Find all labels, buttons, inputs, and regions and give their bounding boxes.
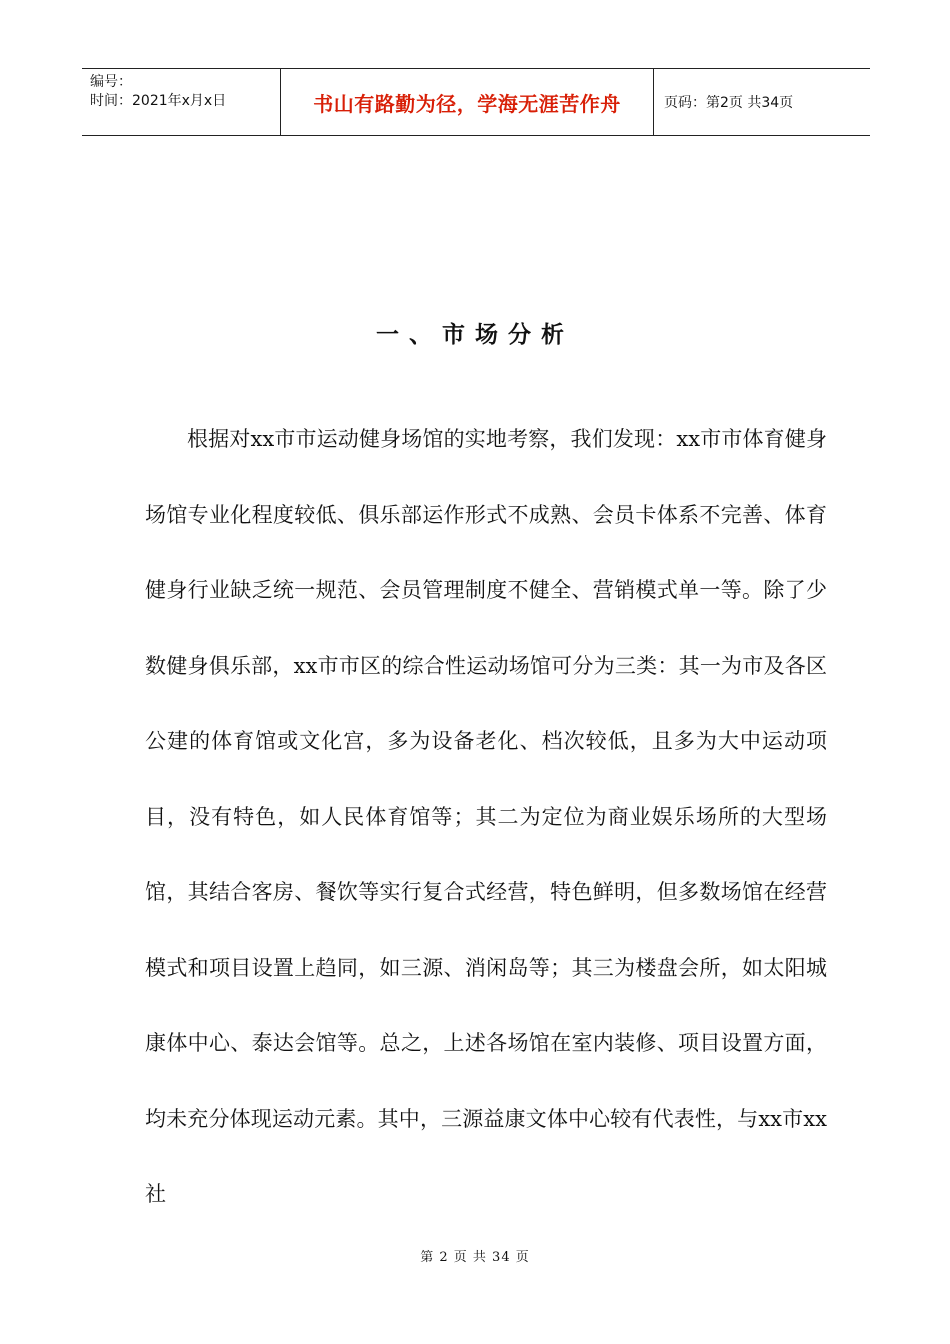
body-paragraph: 根据对xx市市运动健身场馆的实地考察，我们发现：xx市市体育健身场馆专业化程度较低、俱乐部运作形式不成熟、会员卡体系不完善、体育健身行业缺乏统一规范、会员管理制度不健全、营销模式单一等。除了少数健身俱乐部，xx市市区的综合性运动场馆可分为三类：其一为市及各区公建的体育馆或文化宫，多为设备老化、档次较低，且多为大中运动项目，没有特色，如人民体育馆等；其二为定位为商业娱乐场所的大型场馆，其结合客房、餐饮等实行复合式经营，特色鲜明，但多数场馆在经营模式和项目设置上趋同，如三源、消闲岛等；其三为楼盘会所，如太阳城康体中心、泰达会馆等。总之，上述各场馆在室内装修、项目设置方面，均未充分体现运动元素。其中，三源益康文体中心较有代表性，与xx市xx社 bbox=[145, 427, 827, 1206]
page-footer: 第 2 页 共 34 页 bbox=[420, 1250, 530, 1265]
header-meta-cell bbox=[82, 69, 281, 135]
header-page-cell bbox=[654, 69, 870, 135]
document-header bbox=[82, 68, 870, 136]
header-motto-cell bbox=[281, 69, 654, 135]
document-date-label: 时间：2021年x月x日 bbox=[90, 93, 227, 109]
header-page-info: 页码：第2页 共34页 bbox=[664, 95, 794, 111]
header-motto: 书山有路勤为径，学海无涯苦作舟 bbox=[313, 91, 621, 116]
section-heading: 一、市场分析 bbox=[376, 322, 574, 348]
document-number-label: 编号： bbox=[90, 74, 132, 90]
